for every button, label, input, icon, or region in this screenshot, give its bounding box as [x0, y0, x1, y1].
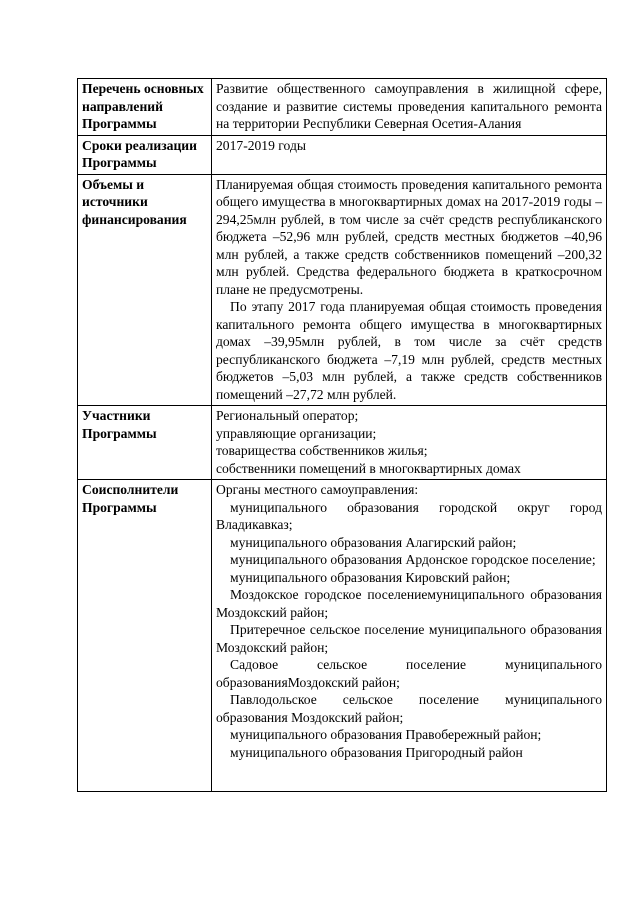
row-value — [212, 480, 607, 792]
row-label: Участники Программы — [78, 406, 212, 480]
row-label: Перечень основных направлений Программы — [78, 79, 212, 136]
paragraph: Развитие общественного самоуправления в жилищной сфере, создание и развитие системы проведения капитального ремонта на территории Республики Северная Осетия-Алания — [216, 81, 602, 131]
list-item: Притеречное сельское поселение муниципального образования Моздокский район; — [216, 622, 602, 655]
row-value — [212, 135, 607, 174]
list-item: Моздокское городское поселениемуниципального образования Моздокский район; — [216, 587, 602, 620]
list-item: Садовое сельское поселение муниципального образованияМоздокский район; — [216, 657, 602, 690]
list-item: собственники помещений в многоквартирных домах — [216, 460, 521, 476]
table-row-directions — [78, 79, 607, 136]
list-item: Органы местного самоуправления: — [216, 482, 419, 497]
list-item: Региональный оператор; — [216, 408, 359, 423]
list-item: муниципального образования Алагирский район; — [230, 534, 517, 550]
list-item: управляющие организации; — [216, 425, 377, 441]
row-label: Сроки реализации Программы — [78, 135, 212, 174]
row-value — [212, 79, 607, 136]
list-item: муниципального образования Ардонское городское поселение; — [230, 552, 596, 567]
table-row-participants — [78, 406, 607, 480]
list-item: Павлодольское сельское поселение муниципального образования Моздокский район; — [216, 692, 602, 725]
table-row-terms — [78, 135, 607, 174]
table-row-coexecutors — [78, 480, 607, 792]
paragraph: По этапу 2017 года планируемая общая стоимость проведения капитального ремонта общего имущества в многоквартирных домах –39,95млн рублей, в том числе за счёт средств республиканского бюджета –7,19 млн рублей, средств местных бюджетов –5,03 млн рублей, а также средств собственников помещений –27,72 млн рублей. — [216, 299, 602, 402]
list-item: муниципального образования городской округ город Владикавказ; — [216, 499, 602, 532]
row-value — [212, 174, 607, 406]
list-item: муниципального образования Пригородный район — [230, 744, 523, 760]
list-item: муниципального образования Правобережный район; — [230, 727, 542, 742]
program-passport-table — [77, 78, 607, 792]
paragraph: 2017-2019 годы — [216, 137, 306, 153]
row-label: Соисполнители Программы — [78, 480, 212, 792]
table-row-financing — [78, 174, 607, 406]
paragraph: Планируемая общая стоимость проведения капитального ремонта общего имущества в многоквартирных домах на 2017-2019 годы –294,25млн рублей, в том числе за счёт средств республиканского бюджета –52,96 млн рублей, средств местных бюджетов –40,96 млн рублей, а также средств собственников помещений –200,32 млн рублей. Средства федерального бюджета в краткосрочном плане не предусмотрены. — [216, 176, 602, 297]
row-value — [212, 406, 607, 480]
list-item: муниципального образования Кировский район; — [230, 569, 511, 585]
list-item: товарищества собственников жилья; — [216, 443, 428, 458]
row-label: Объемы и источники финансирования — [78, 174, 212, 406]
